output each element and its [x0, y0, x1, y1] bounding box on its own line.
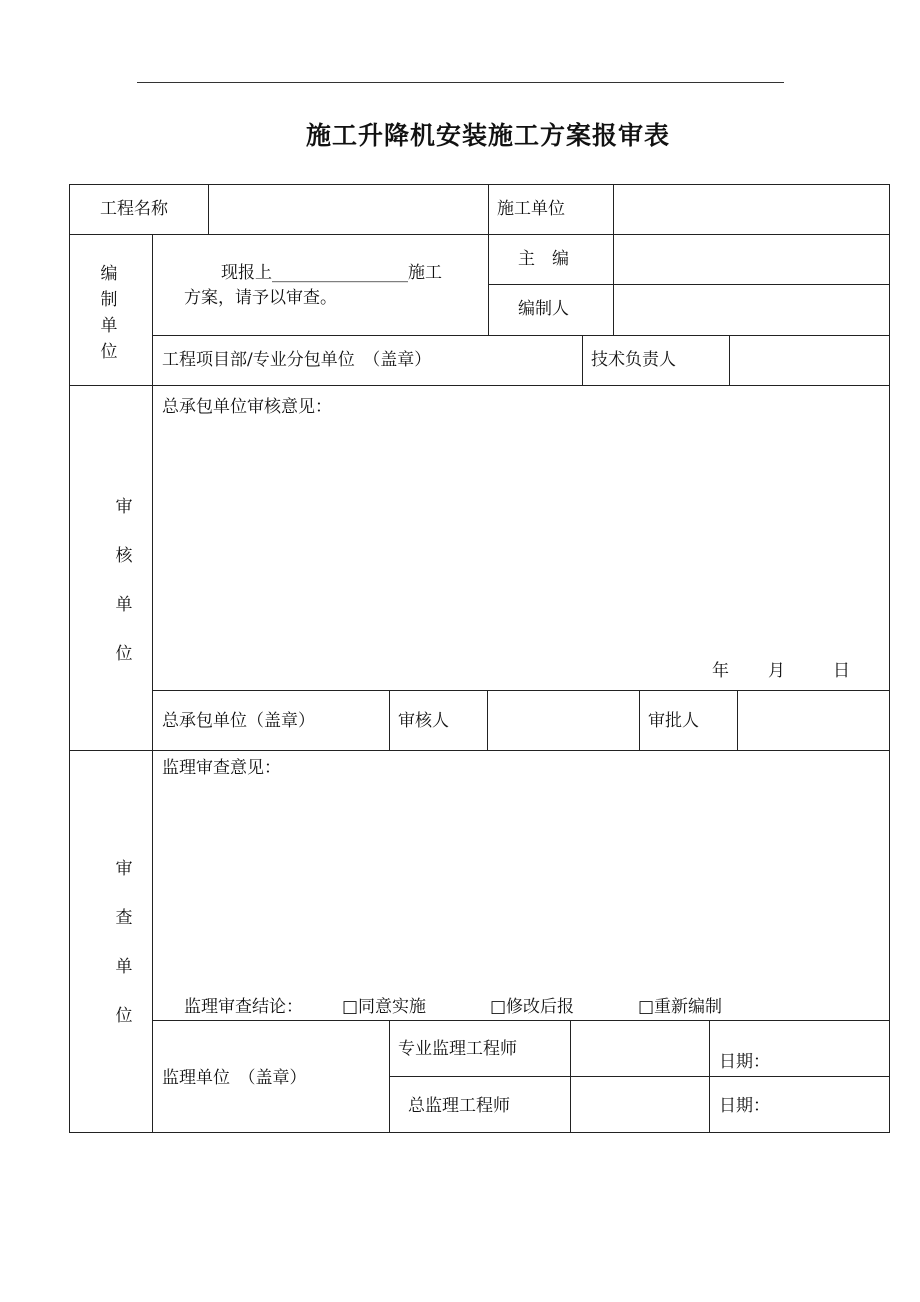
project-name-label: 工程名称 [100, 199, 168, 219]
review-date-month: 月 [768, 661, 785, 681]
review-opinion-label: 总承包单位审核意见： [162, 397, 332, 417]
compiler-field[interactable] [614, 285, 889, 335]
side-char: 位 [100, 342, 118, 362]
side-char: 单 [100, 316, 118, 336]
reviewer-label: 审核人 [398, 711, 449, 731]
review-unit-side-label [114, 497, 134, 693]
date-label-chief: 日期： [719, 1096, 770, 1116]
table-border-right [889, 184, 890, 1133]
side-char: 单 [115, 595, 133, 615]
side-char: 单 [115, 957, 133, 977]
chief-editor-field[interactable] [614, 235, 889, 284]
option-approve-checkbox[interactable]: □同意实施 [342, 997, 427, 1017]
option-revise-checkbox[interactable]: □修改后报 [490, 997, 575, 1017]
side-char: 编 [100, 264, 118, 284]
specialist-engineer-field[interactable] [571, 1021, 709, 1076]
construction-unit-field[interactable] [614, 185, 889, 234]
table-border-bottom [69, 1132, 890, 1133]
reviewer-field[interactable] [488, 691, 639, 750]
conclusion-label: 监理审查结论： [184, 997, 303, 1017]
approver-label: 审批人 [648, 711, 699, 731]
review-opinion-field[interactable] [153, 420, 889, 655]
inspect-opinion-label: 监理审查意见： [162, 758, 281, 778]
compiler-label: 编制人 [518, 299, 569, 319]
report-line-1 [221, 263, 442, 283]
page-title: 施工升降机安装施工方案报审表 [305, 121, 670, 150]
side-char: 审 [115, 859, 133, 879]
grid-line [69, 750, 890, 751]
header-rule [137, 82, 784, 83]
grid-line [639, 690, 640, 751]
inspect-opinion-field[interactable] [153, 782, 889, 987]
side-char: 核 [115, 546, 133, 566]
side-char: 位 [115, 644, 133, 664]
plan-name-blank[interactable]: ________________ [272, 263, 408, 283]
tech-lead-field[interactable] [730, 336, 889, 385]
table-border-left [69, 184, 70, 1133]
grid-line [582, 335, 583, 386]
supervisor-seal-label: 监理单位 （盖章） [162, 1068, 307, 1088]
report-suffix: 施工 [408, 263, 442, 283]
review-date-year: 年 [712, 661, 729, 681]
option-redo-checkbox[interactable]: □重新编制 [638, 997, 723, 1017]
grid-line [152, 1020, 890, 1021]
specialist-engineer-label: 专业监理工程师 [398, 1039, 517, 1059]
date-label-specialist: 日期： [719, 1052, 770, 1072]
side-char: 制 [100, 290, 118, 310]
approver-field[interactable] [738, 691, 889, 750]
chief-editor-label: 主 编 [518, 249, 569, 269]
report-line-2: 方案，请予以审查。 [184, 288, 337, 308]
inspect-unit-side-label [114, 859, 134, 1055]
tech-lead-label: 技术负责人 [591, 350, 676, 370]
side-char: 位 [115, 1006, 133, 1026]
contractor-seal-label: 总承包单位（盖章） [162, 711, 315, 731]
grid-line [152, 234, 153, 1133]
construction-unit-label: 施工单位 [497, 199, 565, 219]
project-name-field[interactable] [209, 185, 488, 234]
dept-seal-label: 工程项目部/专业分包单位 （盖章） [162, 350, 432, 370]
grid-line [389, 690, 390, 751]
review-date-day: 日 [833, 661, 850, 681]
grid-line [488, 184, 489, 335]
chief-engineer-field[interactable] [571, 1077, 709, 1132]
grid-line [69, 385, 890, 386]
chief-engineer-label: 总监理工程师 [408, 1096, 510, 1116]
side-char: 审 [115, 497, 133, 517]
compile-unit-side-label [99, 264, 119, 368]
side-char: 查 [115, 908, 133, 928]
report-prefix: 现报上 [221, 263, 272, 283]
